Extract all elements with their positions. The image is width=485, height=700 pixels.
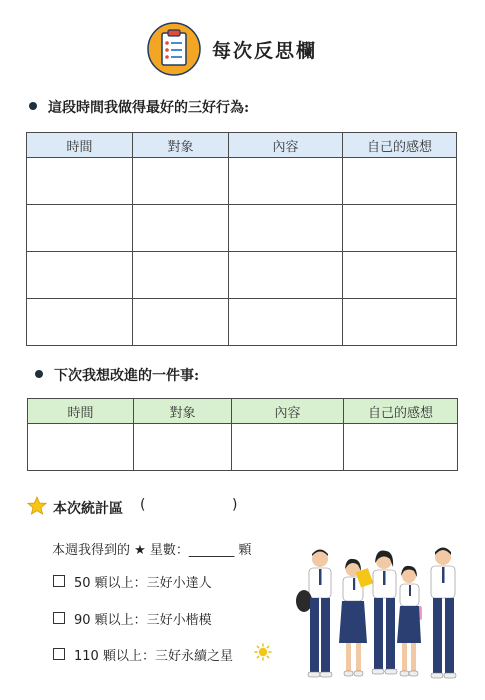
- table-cell[interactable]: [229, 252, 343, 299]
- table-row: [28, 424, 458, 471]
- option-label-50: 50 顆以上：三好小達人: [74, 576, 212, 591]
- column-header-content: 內容: [229, 133, 343, 158]
- table-cell[interactable]: [232, 424, 344, 471]
- stats-heading: 本次統計區: [53, 501, 123, 517]
- column-header-content: 內容: [232, 399, 344, 424]
- stats-paren-close: ): [232, 497, 238, 513]
- option-checkbox-110[interactable]: [53, 648, 65, 660]
- table-cell[interactable]: [343, 299, 457, 346]
- clipboard-checklist-icon: [147, 22, 201, 76]
- table-cell[interactable]: [27, 158, 133, 205]
- option-label-90: 90 顆以上：三好小楷模: [74, 613, 212, 628]
- option-checkbox-50[interactable]: [53, 575, 65, 587]
- column-header-time: 時間: [27, 133, 133, 158]
- students-illustration: [290, 543, 470, 683]
- table-cell[interactable]: [133, 205, 229, 252]
- table-cell[interactable]: [229, 205, 343, 252]
- column-header-target: 對象: [134, 399, 232, 424]
- table-cell[interactable]: [27, 205, 133, 252]
- table-cell[interactable]: [344, 424, 458, 471]
- section2-heading: 下次我想改進的一件事:: [54, 368, 200, 384]
- star-icon: [27, 496, 47, 516]
- page-header: [0, 22, 485, 78]
- table-cell[interactable]: [133, 299, 229, 346]
- student-figure: [397, 566, 422, 676]
- table-header-row: [27, 133, 457, 158]
- student-figure: [372, 551, 397, 675]
- section2-bullet: [35, 370, 43, 378]
- table-cell[interactable]: [343, 252, 457, 299]
- table-cell[interactable]: [27, 299, 133, 346]
- section1-bullet: [29, 102, 37, 110]
- table-row: [27, 299, 457, 346]
- table-cell[interactable]: [28, 424, 134, 471]
- table-header-row: [28, 399, 458, 424]
- column-header-time: 時間: [28, 399, 134, 424]
- column-header-feelings: 自己的感想: [344, 399, 458, 424]
- column-header-target: 對象: [133, 133, 229, 158]
- student-figure: [431, 548, 456, 679]
- improvement-table: [27, 398, 458, 471]
- table-cell[interactable]: [133, 252, 229, 299]
- section1-heading: 這段時間我做得最好的三好行為:: [48, 100, 250, 116]
- table-row: [27, 158, 457, 205]
- page-title: 每次反思欄: [212, 40, 318, 62]
- table-cell[interactable]: [229, 158, 343, 205]
- table-row: [27, 205, 457, 252]
- table-row: [27, 252, 457, 299]
- sun-icon: [254, 643, 272, 661]
- stats-paren-open: (: [140, 497, 146, 513]
- table-cell[interactable]: [229, 299, 343, 346]
- student-figure: [296, 550, 332, 678]
- table-cell[interactable]: [133, 158, 229, 205]
- option-checkbox-90[interactable]: [53, 612, 65, 624]
- option-label-110: 110 顆以上：三好永續之星: [74, 649, 233, 664]
- column-header-feelings: 自己的感想: [343, 133, 457, 158]
- table-cell[interactable]: [27, 252, 133, 299]
- table-cell[interactable]: [134, 424, 232, 471]
- star-count-line: 本週我得到的 ★ 星數：_______ 顆: [52, 543, 252, 558]
- best-behaviors-table: [26, 132, 457, 346]
- table-cell[interactable]: [343, 205, 457, 252]
- student-figure: [339, 559, 373, 676]
- table-cell[interactable]: [343, 158, 457, 205]
